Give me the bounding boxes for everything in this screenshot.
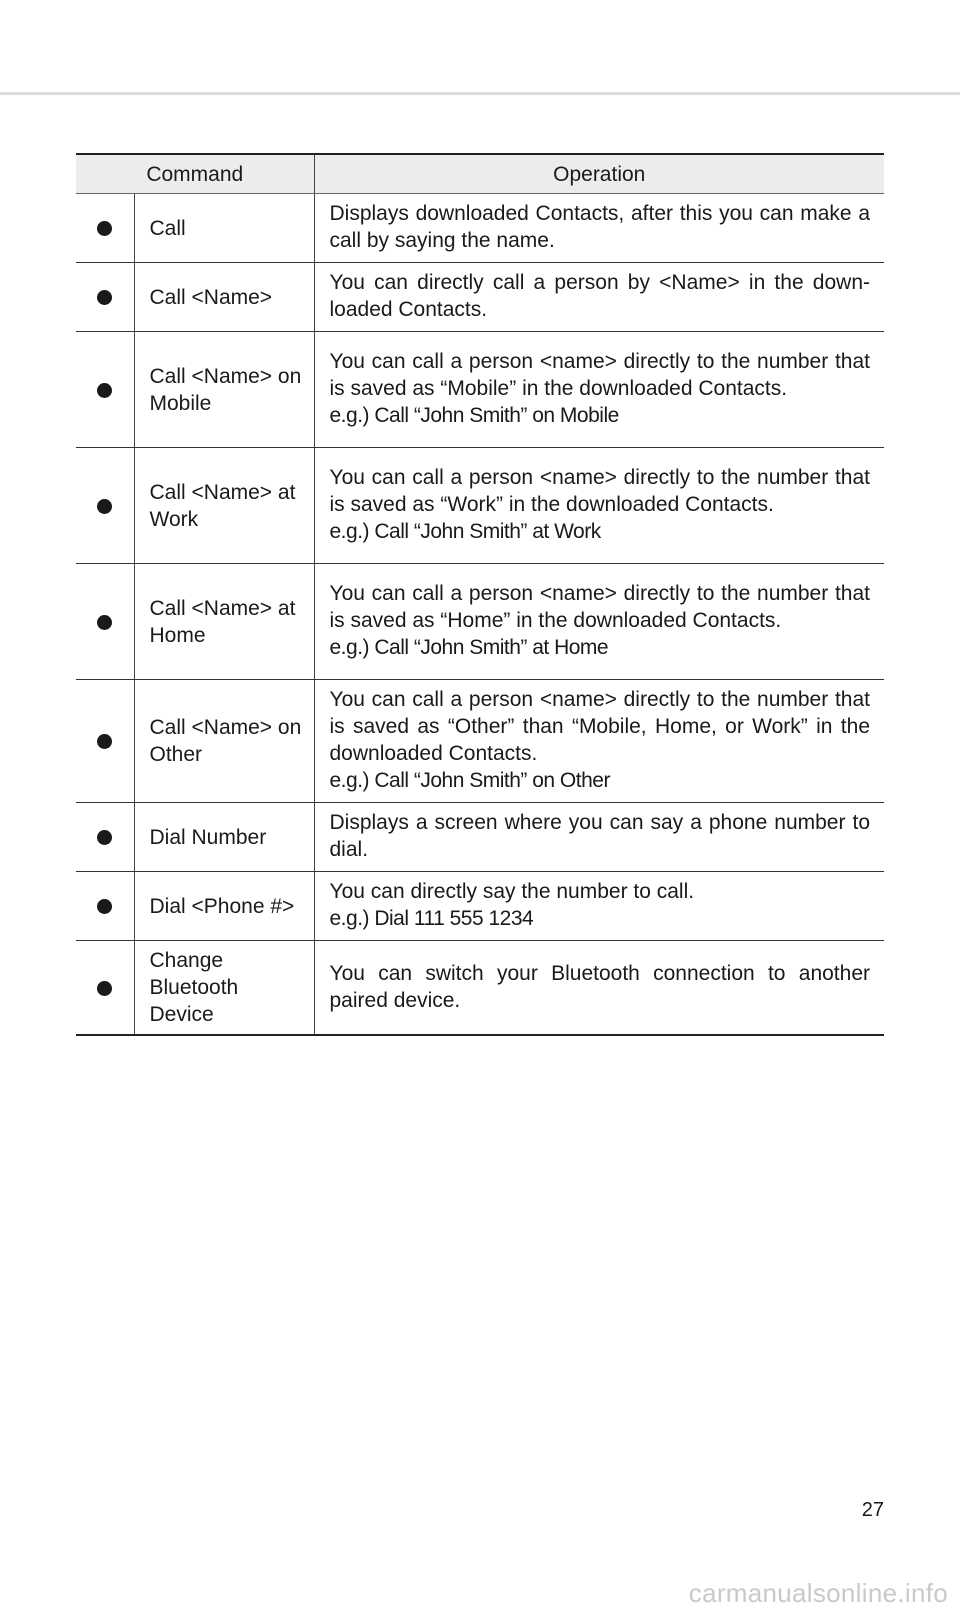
table-row [76, 448, 884, 564]
operation-cell [314, 564, 884, 680]
operation-text: You can call a person <name> directly to the number that is saved as “Other” than “Mobile, Home, or Work” in the downloaded Contacts. [329, 688, 870, 765]
table-row [76, 564, 884, 680]
command-column-header: Command [76, 154, 314, 194]
bullet-icon [97, 899, 112, 914]
table-row [76, 803, 884, 872]
operation-cell [314, 332, 884, 448]
operation-example: e.g.) Call “John Smith” at Work [329, 520, 601, 543]
command-cell: Call <Name> at Home [134, 564, 314, 680]
operation-cell [314, 680, 884, 803]
page-number: 27 [861, 1499, 884, 1521]
bullet-icon [97, 981, 112, 996]
operation-example: e.g.) Call “John Smith” on Other [329, 769, 610, 792]
operation-text: Displays downloaded Contacts, after this you can make a call by saying the name. [329, 202, 870, 252]
table-row [76, 680, 884, 803]
operation-column-header: Operation [314, 154, 884, 194]
header-divider [0, 92, 960, 95]
bullet-icon [97, 221, 112, 236]
voice-command-table [76, 153, 884, 1036]
operation-text: You can call a person <name> directly to the number that is saved as “Home” in the downloaded Contacts. [329, 582, 870, 632]
command-cell: Call <Name> at Work [134, 448, 314, 564]
operation-example: e.g.) Call “John Smith” on Mobile [329, 404, 619, 427]
operation-cell [314, 803, 884, 872]
table-row [76, 263, 884, 332]
operation-cell [314, 448, 884, 564]
command-cell: Call [134, 194, 314, 263]
command-cell: Call <Name> on Other [134, 680, 314, 803]
bullet-icon [97, 734, 112, 749]
table-row [76, 941, 884, 1036]
operation-cell [314, 941, 884, 1036]
watermark-text: carmanualsonline.info [688, 1578, 948, 1608]
operation-text: You can directly say the number to call. [329, 880, 695, 903]
operation-text: You can directly call a person by <Name> in the down-loaded Contacts. [329, 271, 870, 321]
table-row [76, 332, 884, 448]
operation-cell [314, 263, 884, 332]
operation-example: e.g.) Dial 111 555 1234 [329, 907, 534, 930]
bullet-icon [97, 499, 112, 514]
command-cell: Change Bluetooth Device [134, 941, 314, 1036]
operation-cell [314, 872, 884, 941]
operation-cell [314, 194, 884, 263]
table-row [76, 872, 884, 941]
command-cell: Call <Name> [134, 263, 314, 332]
command-cell: Dial Number [134, 803, 314, 872]
bullet-icon [97, 830, 112, 845]
operation-text: You can call a person <name> directly to the number that is saved as “Work” in the downloaded Contacts. [329, 466, 870, 516]
bullet-icon [97, 615, 112, 630]
bullet-icon [97, 383, 112, 398]
operation-text: You can switch your Bluetooth connection to another paired device. [329, 961, 870, 1012]
bullet-icon [97, 290, 112, 305]
operation-example: e.g.) Call “John Smith” at Home [329, 636, 609, 659]
operation-text: Displays a screen where you can say a phone number to dial. [329, 811, 870, 861]
command-cell: Dial <Phone #> [134, 872, 314, 941]
command-cell: Call <Name> on Mobile [134, 332, 314, 448]
operation-text: You can call a person <name> directly to the number that is saved as “Mobile” in the downloaded Contacts. [329, 350, 870, 400]
table-header-row [76, 154, 884, 194]
table-row [76, 194, 884, 263]
